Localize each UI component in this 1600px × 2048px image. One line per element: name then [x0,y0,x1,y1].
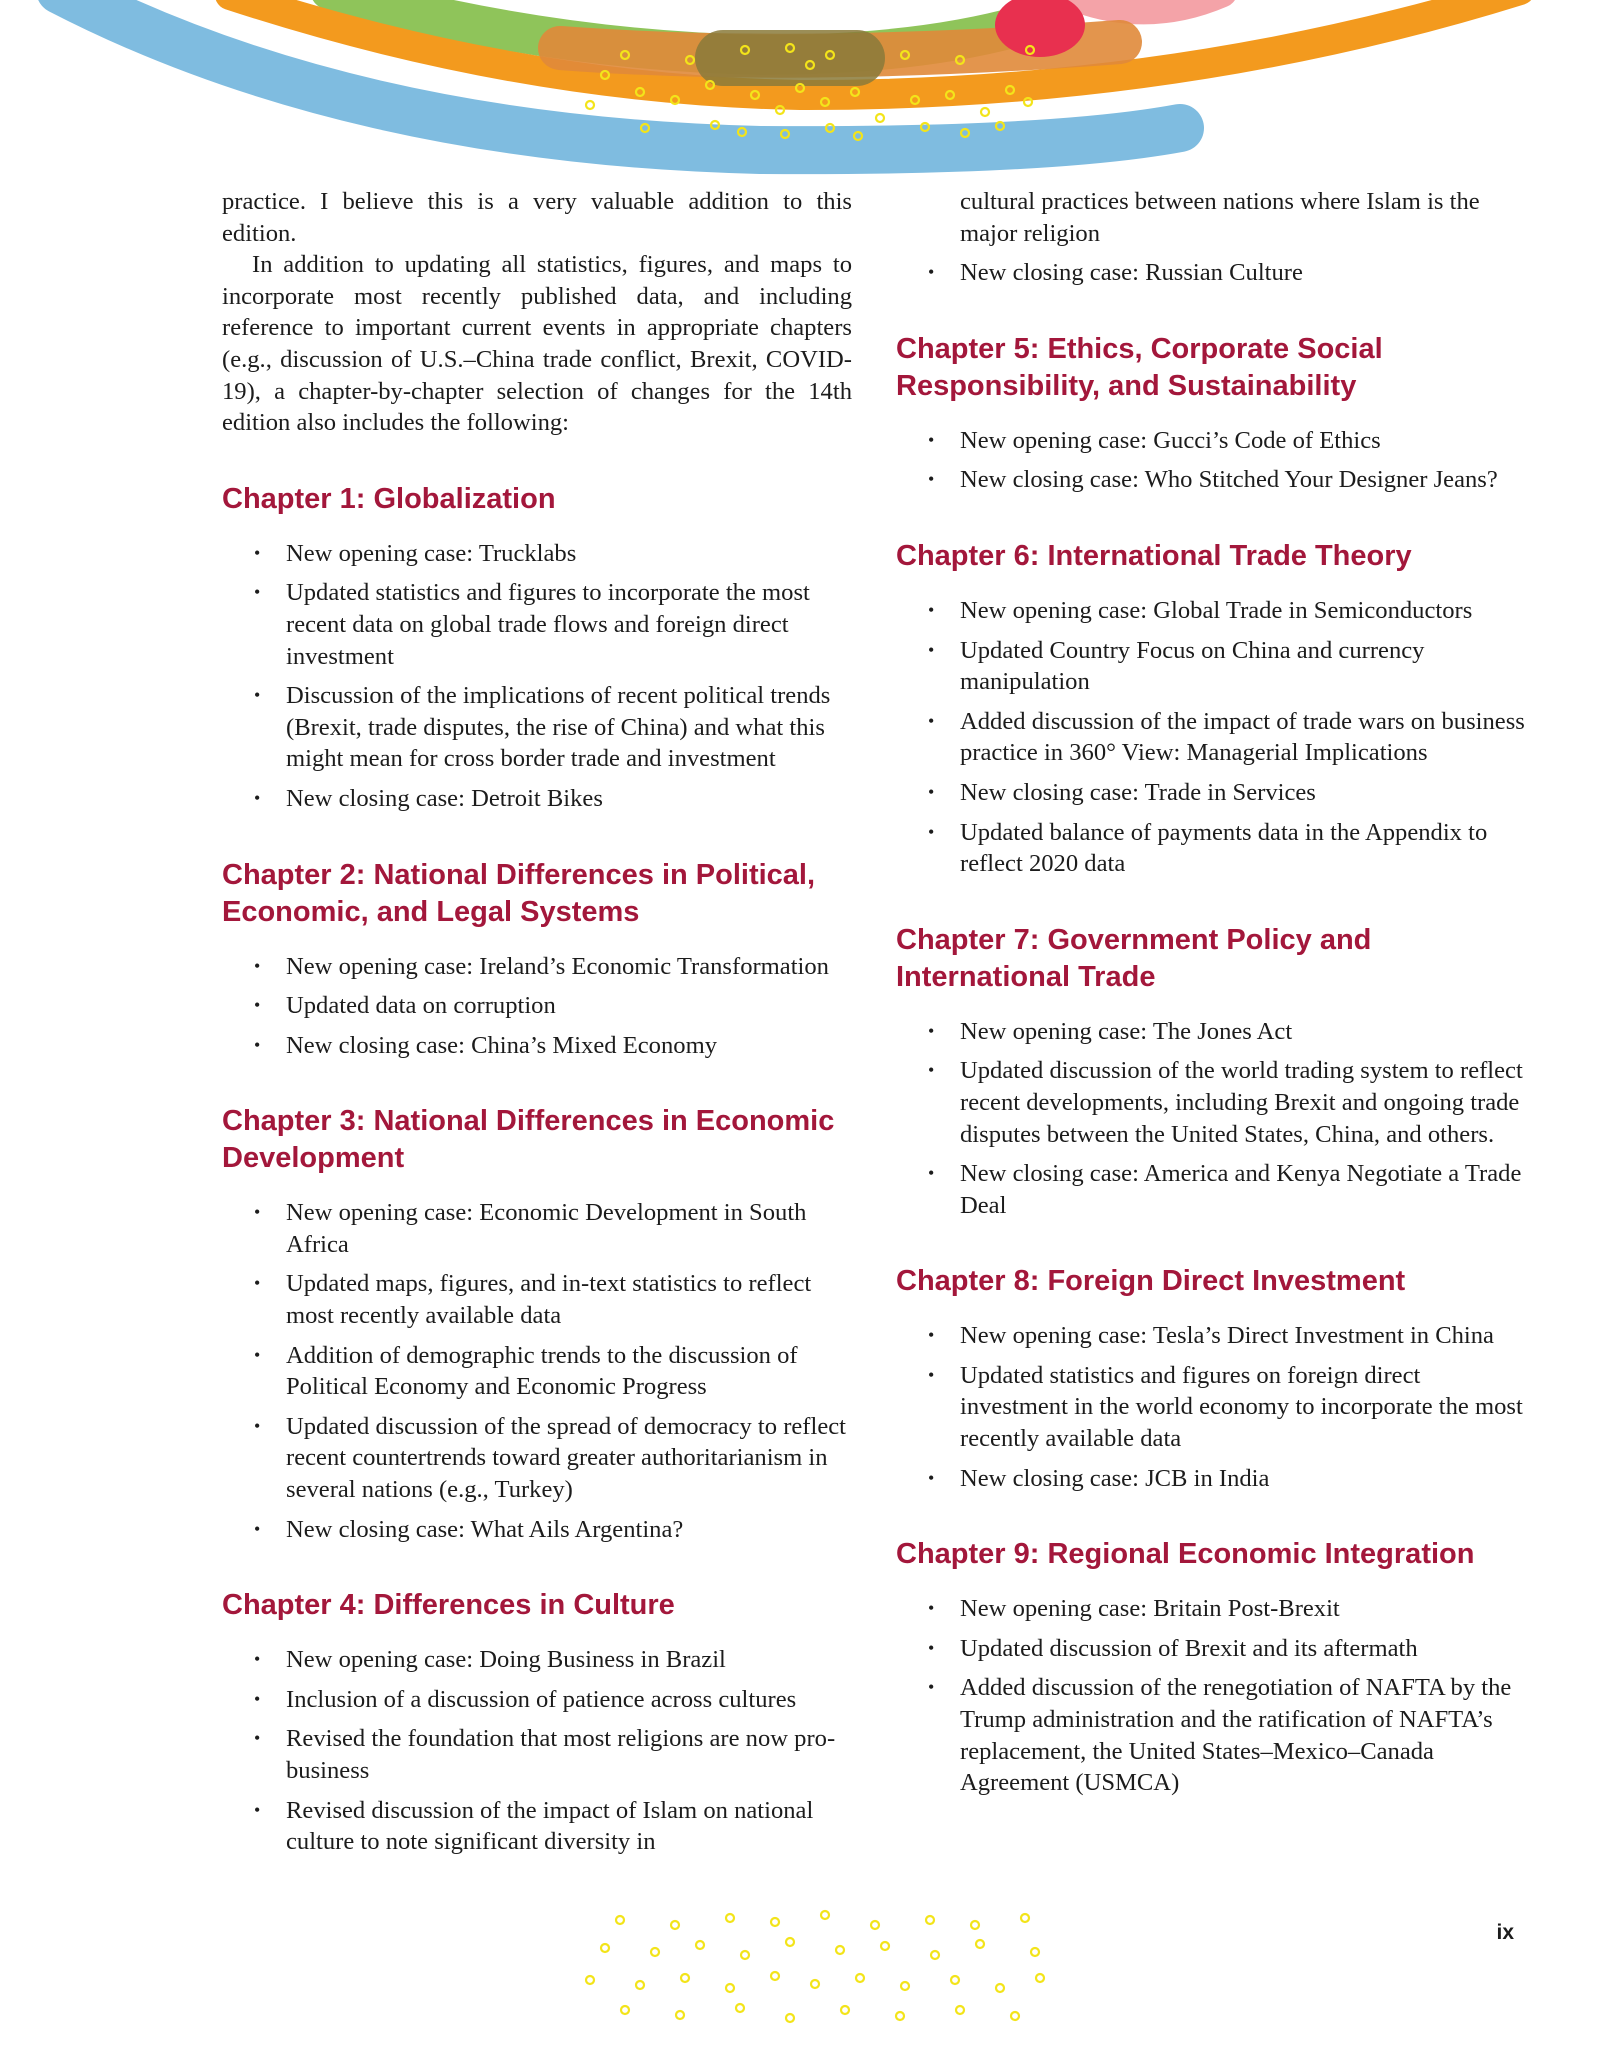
bullet-marker: • [254,1415,261,1436]
list-item-text: New closing case: America and Kenya Negotiate a Trade Deal [960,1160,1522,1219]
bullet-marker: • [928,429,935,450]
list-item-text: New opening case: Tesla’s Direct Investment in China [960,1322,1494,1350]
bullet-list [896,1016,1530,1222]
chapter-heading: Chapter 2: National Differences in Political, Economic, and Legal Systems [222,858,816,928]
bullet-marker: • [928,781,935,802]
list-item [896,257,1530,289]
list-item [896,706,1530,769]
list-item [896,635,1530,698]
bullet-list [222,1644,852,1858]
list-item [222,951,852,983]
bullet-marker: • [254,1034,261,1055]
intro-paragraph-1: practice. I believe this is a very valuable addition to this edition. [222,188,852,247]
bullet-marker: • [928,1364,935,1385]
bullet-marker: • [254,1799,261,1820]
bullet-list [896,257,1530,289]
list-item [896,1672,1530,1798]
bullet-marker: • [928,1637,935,1658]
list-item-text: New opening case: The Jones Act [960,1017,1293,1045]
list-item [896,1633,1530,1665]
bullet-marker: • [928,1163,935,1184]
bullet-marker: • [928,1677,935,1698]
list-item-text: New closing case: Russian Culture [960,259,1303,287]
chapter-heading: Chapter 8: Foreign Direct Investment [896,1265,1406,1298]
footer-decorative-dots [560,1900,1060,2035]
chapter-heading: Chapter 3: National Differences in Economic Development [222,1105,835,1175]
list-item-text: New opening case: Economic Development in South Africa [286,1199,807,1258]
list-item-text: New closing case: Who Stitched Your Designer Jeans? [960,466,1498,494]
list-item [222,1644,852,1676]
list-item [896,1593,1530,1625]
list-item [222,1723,852,1786]
list-item [222,1684,852,1716]
bullet-list [222,951,852,1062]
list-item [896,1158,1530,1221]
list-item [222,990,852,1022]
list-item [222,1030,852,1062]
list-item [896,595,1530,627]
list-item [222,680,852,775]
chapter-7-section [896,922,1530,1222]
list-item [896,1463,1530,1495]
chapter-heading: Chapter 7: Government Policy and International Trade [896,923,1372,993]
bullet-list [896,595,1530,880]
list-item [222,1411,852,1506]
bullet-marker: • [928,469,935,490]
list-item-text: Updated discussion of Brexit and its aftermath [960,1634,1418,1662]
list-item [222,1268,852,1331]
bullet-marker: • [254,1202,261,1223]
chapter-heading: Chapter 6: International Trade Theory [896,539,1412,572]
chapter-heading: Chapter 4: Differences in Culture [222,1589,675,1622]
list-item [222,1197,852,1260]
list-item [896,817,1530,880]
list-item [222,1795,852,1858]
bullet-list [222,538,852,815]
list-item-text: Addition of demographic trends to the discussion of Political Economy and Economic Progress [286,1341,798,1401]
bullet-marker: • [928,1020,935,1041]
bullet-marker: • [254,955,261,976]
bullet-marker: • [928,821,935,842]
bullet-marker: • [928,1467,935,1488]
bullet-marker: • [254,787,261,808]
list-item-text: New closing case: Trade in Services [960,778,1316,806]
bullet-marker: • [254,1273,261,1294]
list-item [222,1340,852,1403]
list-item-text: Updated statistics and figures on foreign direct investment in the world economy to incorporate the most recently available data [960,1361,1523,1453]
list-item-text: Updated statistics and figures to incorporate the most recent data on global trade flows and foreign direct investment [286,579,810,670]
bullet-list [896,1320,1530,1494]
pink-arc [1080,0,1220,6]
list-item-text: Updated Country Focus on China and currency manipulation [960,636,1425,696]
bullet-list [896,1593,1530,1799]
list-item-text: Updated discussion of the spread of democracy to reflect recent countertrends toward greater authoritarianism in several nations (e.g., Turkey) [286,1412,846,1504]
chapter-1-section [222,481,852,815]
bullet-marker: • [928,710,935,731]
chapter-8-section [896,1263,1530,1494]
list-item-text: New closing case: China’s Mixed Economy [286,1031,717,1059]
list-item-text: New closing case: What Ails Argentina? [286,1515,684,1543]
list-item [896,1320,1530,1352]
list-item [222,577,852,672]
list-item [896,425,1530,457]
chapter-4-section [222,1587,852,1858]
bullet-marker: • [928,262,935,283]
list-item-text: Discussion of the implications of recent political trends (Brexit, trade disputes, the rise of China) and what this might mean for cross border trade and investment [286,682,831,773]
bullet-marker: • [254,1649,261,1670]
bullet-marker: • [254,995,261,1016]
chapter-heading: Chapter 9: Regional Economic Integration [896,1538,1475,1571]
olive-overlap [695,30,885,86]
list-item-text: New closing case: Detroit Bikes [286,784,603,812]
list-item-text: Revised discussion of the impact of Islam on national culture to note significant diversity in [286,1796,814,1856]
chapter-3-section [222,1103,852,1545]
list-item [896,777,1530,809]
list-item [222,783,852,815]
list-item-text: New opening case: Global Trade in Semiconductors [960,596,1473,624]
bullet-marker: • [928,639,935,660]
list-item-text: Updated data on corruption [286,992,556,1020]
bullet-marker: • [254,1344,261,1365]
list-item-text: Inclusion of a discussion of patience across cultures [286,1685,797,1713]
list-item-text: New opening case: Britain Post-Brexit [960,1595,1340,1623]
chapter-2-section [222,857,852,1062]
bullet-marker: • [254,1518,261,1539]
list-item [896,1055,1530,1150]
page-number: ix [1496,1921,1514,1944]
list-item-text: Updated balance of payments data in the Appendix to reflect 2020 data [960,818,1488,878]
list-item-text: New opening case: Trucklabs [286,539,577,567]
bullet-marker: • [254,1728,261,1749]
bullet-marker: • [254,685,261,706]
bullet-marker: • [254,542,261,563]
list-item-text: Added discussion of the impact of trade wars on business practice in 360° View: Managerial Implications [960,707,1525,767]
list-item-text: Added discussion of the renegotiation of NAFTA by the Trump administration and the ratification of NAFTA’s replacement, the United States–Mexico–Canada Agreement (USMCA) [960,1674,1512,1797]
bullet-marker: • [254,582,261,603]
chapter-heading: Chapter 5: Ethics, Corporate Social Responsibility, and Sustainability [896,332,1383,402]
list-item [222,538,852,570]
list-item-text: Updated maps, figures, and in-text statistics to reflect most recently available data [286,1270,812,1330]
list-item [222,1514,852,1546]
list-item [896,1016,1530,1048]
bullet-marker: • [254,1688,261,1709]
list-item-text: New closing case: JCB in India [960,1464,1270,1492]
bullet-list [896,425,1530,496]
continued-bullet-text: cultural practices between nations where Islam is the major religion [960,188,1480,247]
chapter-5-section [896,331,1530,496]
list-item-text: Updated discussion of the world trading system to reflect recent developments, including Brexit and ongoing trade disputes between the United States, China, and others. [960,1057,1523,1148]
list-item-text: New opening case: Doing Business in Brazil [286,1646,726,1674]
list-item-text: New opening case: Ireland’s Economic Transformation [286,952,829,980]
list-item [896,1360,1530,1455]
chapter-heading: Chapter 1: Globalization [222,482,556,515]
intro-paragraph-2: In addition to updating all statistics, figures, and maps to incorporate most recently published data, and including reference to important current events in appropriate chapters (e.g., discussion of U.S.–China trade conflict, Brexit, COVID-19), a chapter-by-chapter selection of changes for the 14th edition also includes the following: [222,251,852,437]
chapter-9-section [896,1536,1530,1799]
bullet-marker: • [928,1325,935,1346]
bullet-marker: • [928,1060,935,1081]
header-decorative-arcs [0,0,1600,180]
chapter-6-section [896,538,1530,880]
list-item-text: New opening case: Gucci’s Code of Ethics [960,426,1381,454]
left-column [222,186,852,1866]
bullet-list [222,1197,852,1545]
bullet-marker: • [928,1598,935,1619]
bullet-marker: • [928,599,935,620]
list-item-text: Revised the foundation that most religions are now pro-business [286,1725,836,1784]
list-item [896,464,1530,496]
right-column [896,186,1530,1807]
